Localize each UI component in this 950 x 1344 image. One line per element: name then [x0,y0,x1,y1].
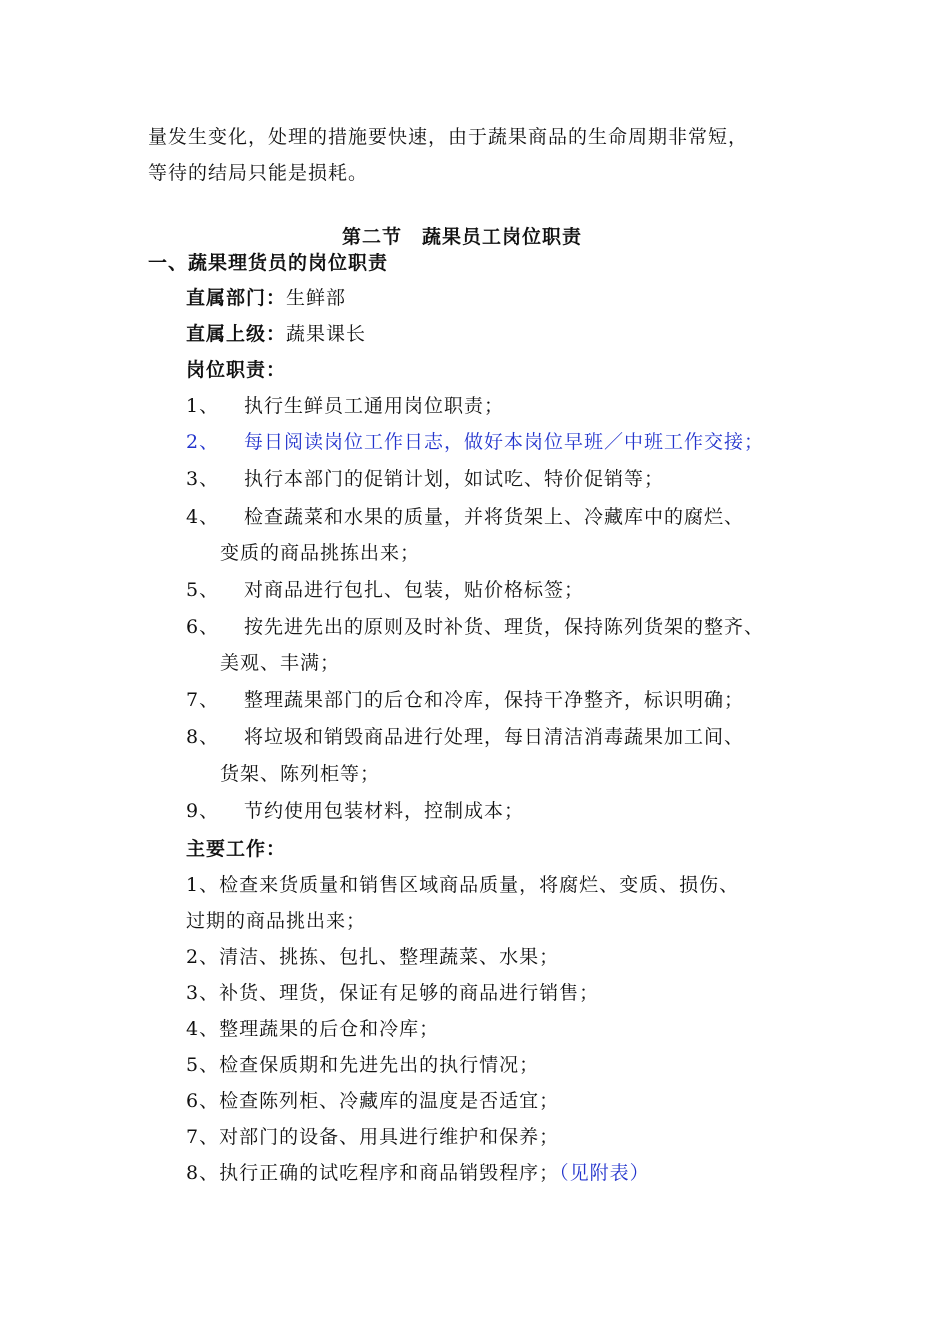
main-work-label: 主要工作： [186,838,287,860]
duty-text: 执行本部门的促销计划，如试吃、特价促销等； [244,468,665,490]
duty-item [186,504,744,530]
dept-row [186,285,346,311]
duty-number: 7、 [186,689,220,711]
duty-item [186,466,664,492]
duty-text: 节约使用包装材料，控制成本； [244,800,525,822]
duty-continuation: 美观、丰满； [220,652,341,674]
intro-line-1: 量发生变化，处理的措施要快速，由于蔬果商品的生命周期非常短， [148,126,749,148]
duty-text: 按先进先出的原则及时补货、理货，保持陈列货架的整齐、 [244,616,765,638]
duty-number: 3、 [186,468,220,490]
main-work-continuation: 过期的商品挑出来； [186,910,367,932]
duty-text: 检查蔬菜和水果的质量，并将货架上、冷藏库中的腐烂、 [244,506,745,528]
duty-number: 2、 [186,431,220,453]
duty-item [186,687,744,713]
main-work-item [186,1160,650,1186]
duty-number: 5、 [186,579,220,601]
dept-value: 生鲜部 [286,287,347,309]
duty-item [186,798,524,824]
intro-line-2: 等待的结局只能是损耗。 [148,162,369,184]
duty-item [186,393,504,419]
duty-text: 将垃圾和销毁商品进行处理，每日清洁消毒蔬果加工间、 [244,726,745,748]
duty-text: 每日阅读岗位工作日志，做好本岗位早班／中班工作交接； [244,431,765,453]
main-work-item: 1、检查来货质量和销售区域商品质量，将腐烂、变质、损伤、 [186,874,740,896]
main-work-item: 7、对部门的设备、用具进行维护和保养； [186,1126,560,1148]
duty-item [186,614,764,640]
duty-number: 1、 [186,395,220,417]
duty-continuation: 变质的商品挑拣出来； [220,542,421,564]
main-work-text: 8、执行正确的试吃程序和商品销毁程序； [186,1162,560,1184]
main-work-item: 3、补货、理货，保证有足够的商品进行销售； [186,982,600,1004]
duty-item [186,429,764,455]
section-title: 第二节 蔬果员工岗位职责 [342,226,583,248]
superior-label: 直属上级： [186,323,287,345]
role-heading: 一、蔬果理货员的岗位职责 [148,252,389,274]
main-work-item: 2、清洁、挑拣、包扎、整理蔬菜、水果； [186,946,560,968]
duty-text: 执行生鲜员工通用岗位职责； [244,395,505,417]
duty-number: 8、 [186,726,220,748]
superior-row [186,321,366,347]
duty-item [186,577,584,603]
duties-label: 岗位职责： [186,359,287,381]
appendix-link[interactable]: （见附表） [559,1162,650,1184]
duty-number: 4、 [186,506,220,528]
main-work-item: 5、检查保质期和先进先出的执行情况； [186,1054,540,1076]
dept-label: 直属部门： [186,287,287,309]
main-work-item: 4、整理蔬果的后仓和冷库； [186,1018,440,1040]
superior-value: 蔬果课长 [286,323,367,345]
duty-text: 对商品进行包扎、包装，贴价格标签； [244,579,585,601]
duty-item [186,724,744,750]
duty-text: 整理蔬果部门的后仓和冷库，保持干净整齐，标识明确； [244,689,745,711]
main-work-item: 6、检查陈列柜、冷藏库的温度是否适宜； [186,1090,560,1112]
duty-number: 6、 [186,616,220,638]
duty-number: 9、 [186,800,220,822]
duty-continuation: 货架、陈列柜等； [220,763,381,785]
